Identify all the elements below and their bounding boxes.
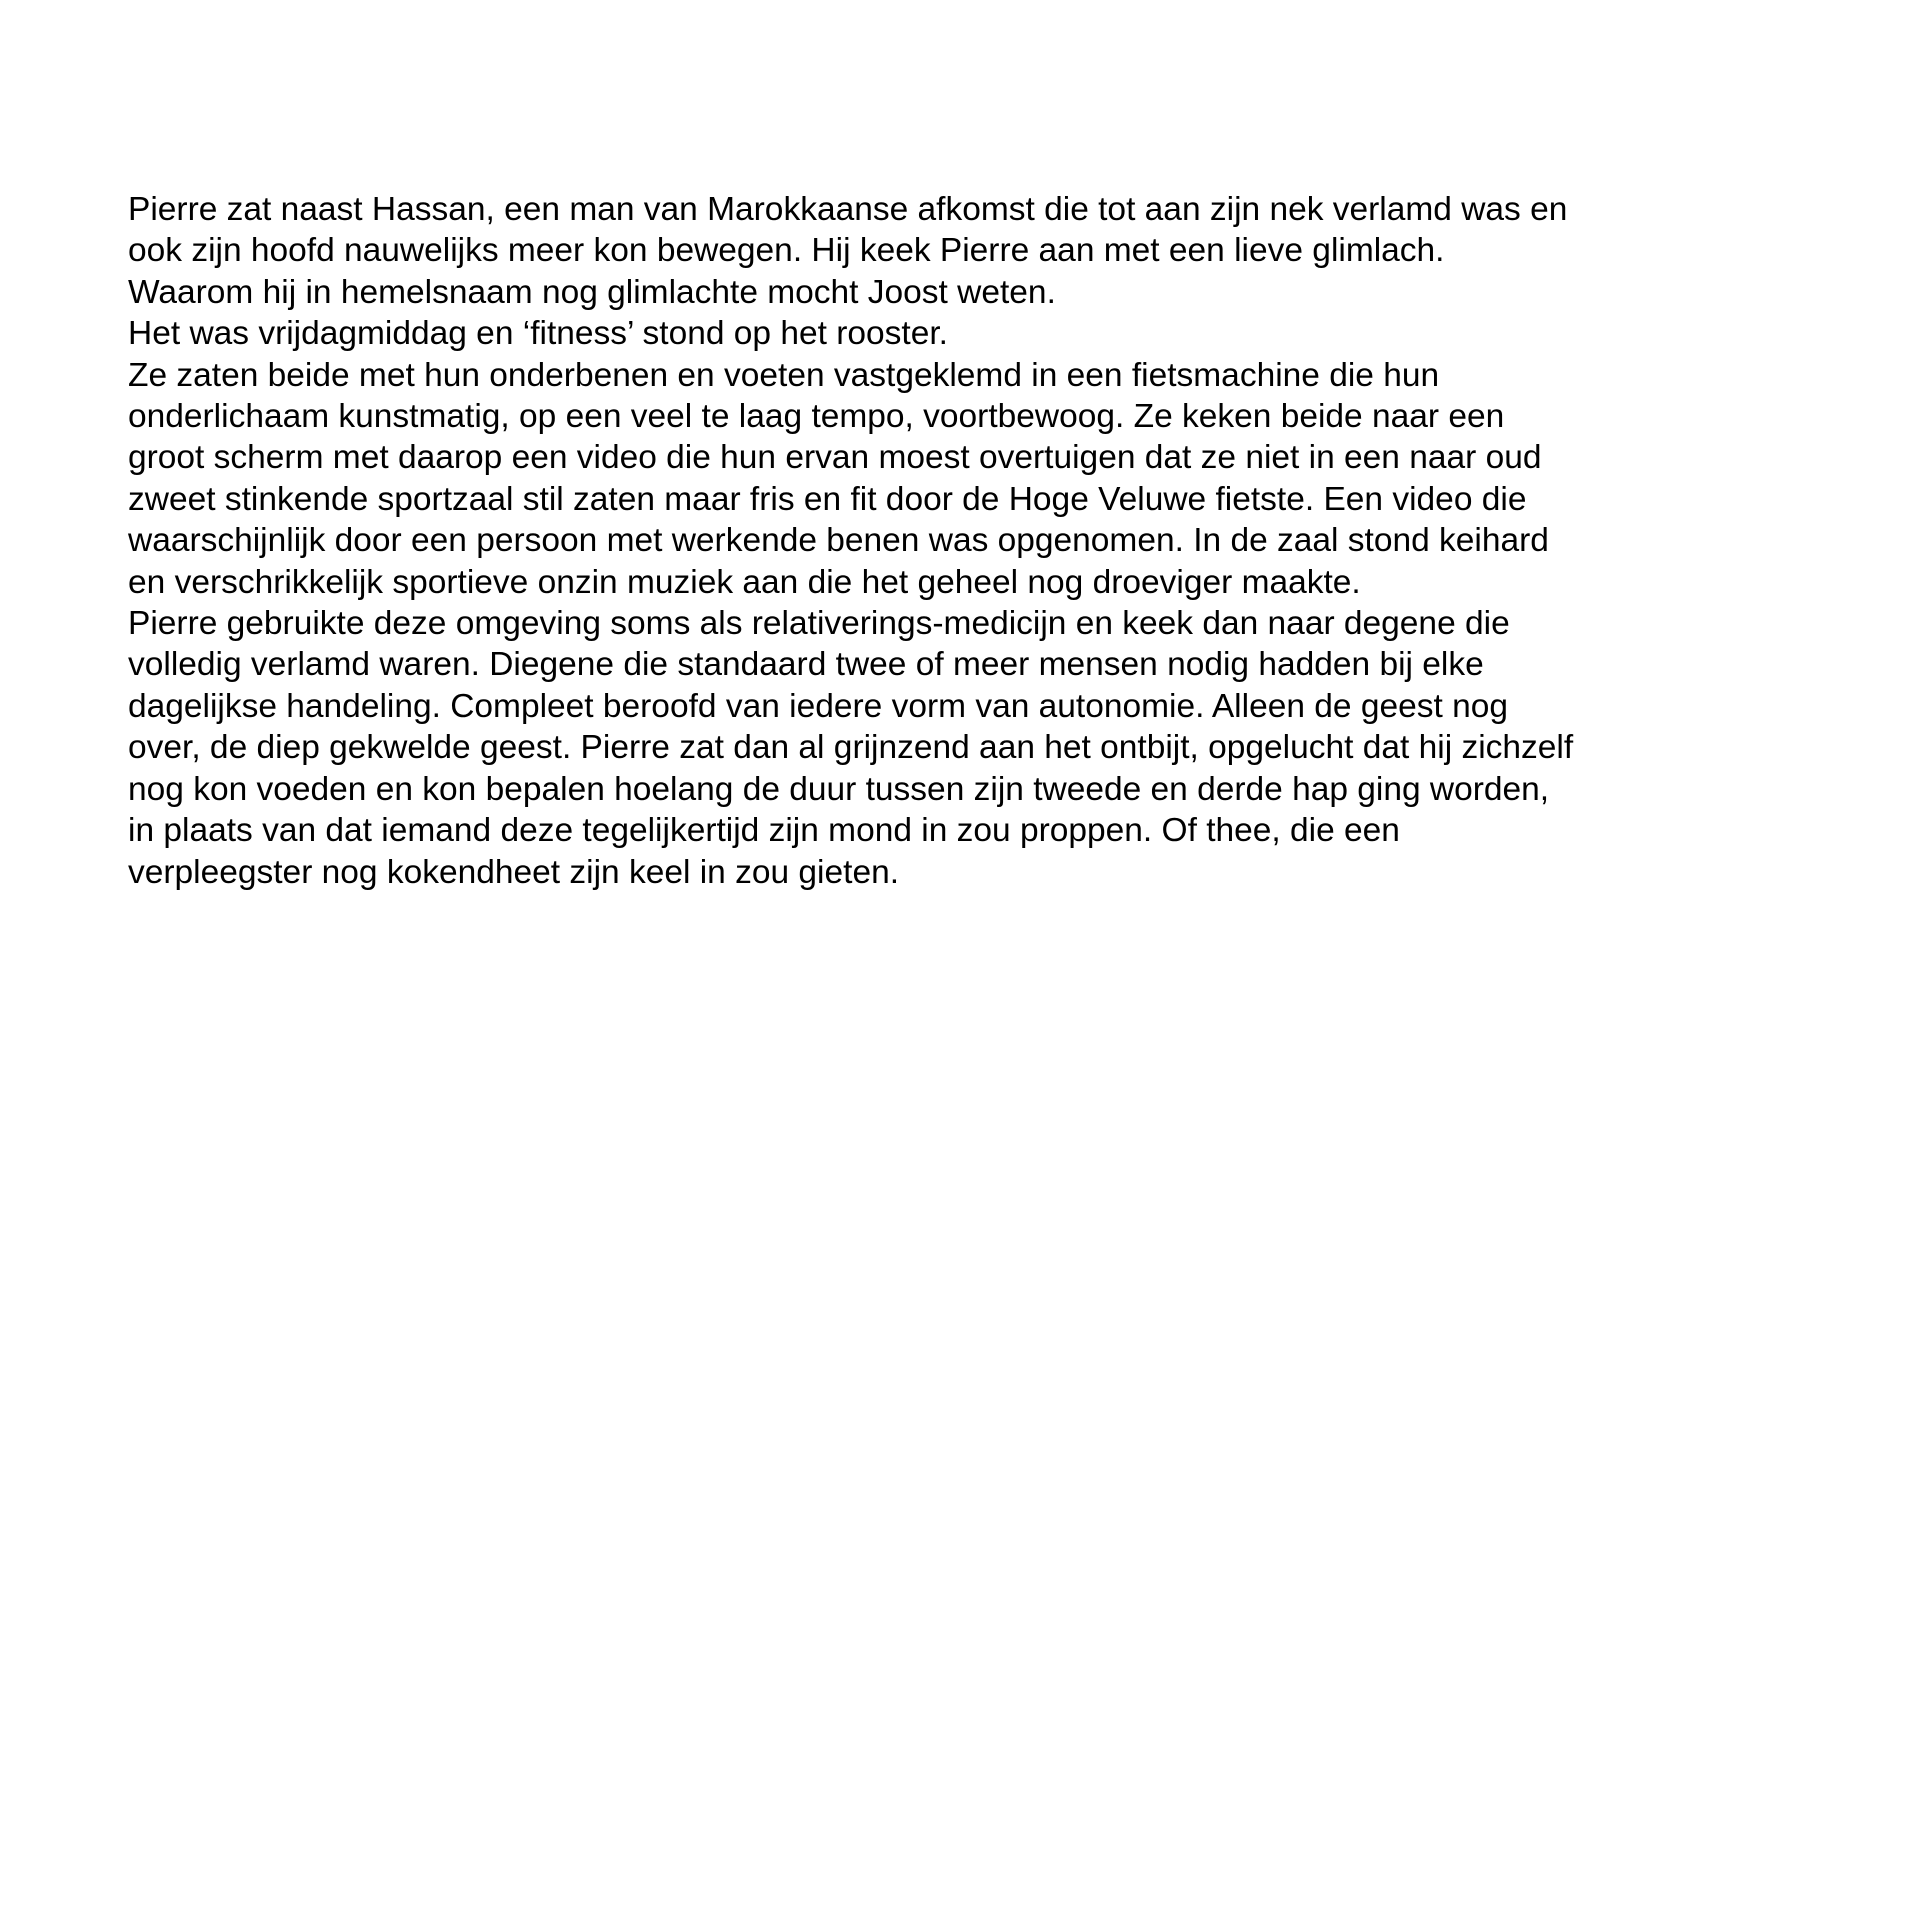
text-line: verpleegster nog kokendheet zijn keel in zou gieten. — [128, 853, 900, 891]
text-line: over, de diep gekwelde geest. Pierre zat dan al grijnzend aan het ontbijt, opgelucht dat hij zichzelf — [128, 729, 1574, 767]
text-line: volledig verlamd waren. Diegene die standaard twee of meer mensen nodig hadden bij elke — [128, 646, 1484, 684]
text-line: ook zijn hoofd nauwelijks meer kon bewegen. Hij keek Pierre aan met een lieve glimlach. — [128, 232, 1445, 270]
text-line: onderlichaam kunstmatig, op een veel te laag tempo, voortbewoog. Ze keken beide naar een — [128, 398, 1505, 436]
text-line: zweet stinkende sportzaal stil zaten maar fris en fit door de Hoge Veluwe fietste. Een video die — [128, 480, 1527, 518]
text-line: dagelijkse handeling. Compleet beroofd van iedere vorm van autonomie. Alleen de geest nog — [128, 687, 1508, 725]
document-text — [128, 189, 1573, 893]
text-line: waarschijnlijk door een persoon met werkende benen was opgenomen. In de zaal stond keihard — [128, 522, 1549, 560]
text-line: in plaats van dat iemand deze tegelijkertijd zijn mond in zou proppen. Of thee, die een — [128, 812, 1400, 850]
text-line: Het was vrijdagmiddag en ‘fitness’ stond op het rooster. — [128, 315, 948, 353]
text-line: Pierre zat naast Hassan, een man van Marokkaanse afkomst die tot aan zijn nek verlamd was en — [128, 191, 1568, 228]
text-line: en verschrikkelijk sportieve onzin muziek aan die het geheel nog droeviger maakte. — [128, 563, 1361, 601]
text-line: nog kon voeden en kon bepalen hoelang de duur tussen zijn tweede en derde hap ging worden, — [128, 770, 1550, 808]
text-line: Ze zaten beide met hun onderbenen en voeten vastgeklemd in een fietsmachine die hun — [128, 356, 1440, 394]
text-line: Pierre gebruikte deze omgeving soms als relativerings-medicijn en keek dan naar degene die — [128, 605, 1510, 643]
text-line: Waarom hij in hemelsnaam nog glimlachte mocht Joost weten. — [128, 273, 1056, 311]
text-line: groot scherm met daarop een video die hun ervan moest overtuigen dat ze niet in een naar oud — [128, 439, 1542, 477]
